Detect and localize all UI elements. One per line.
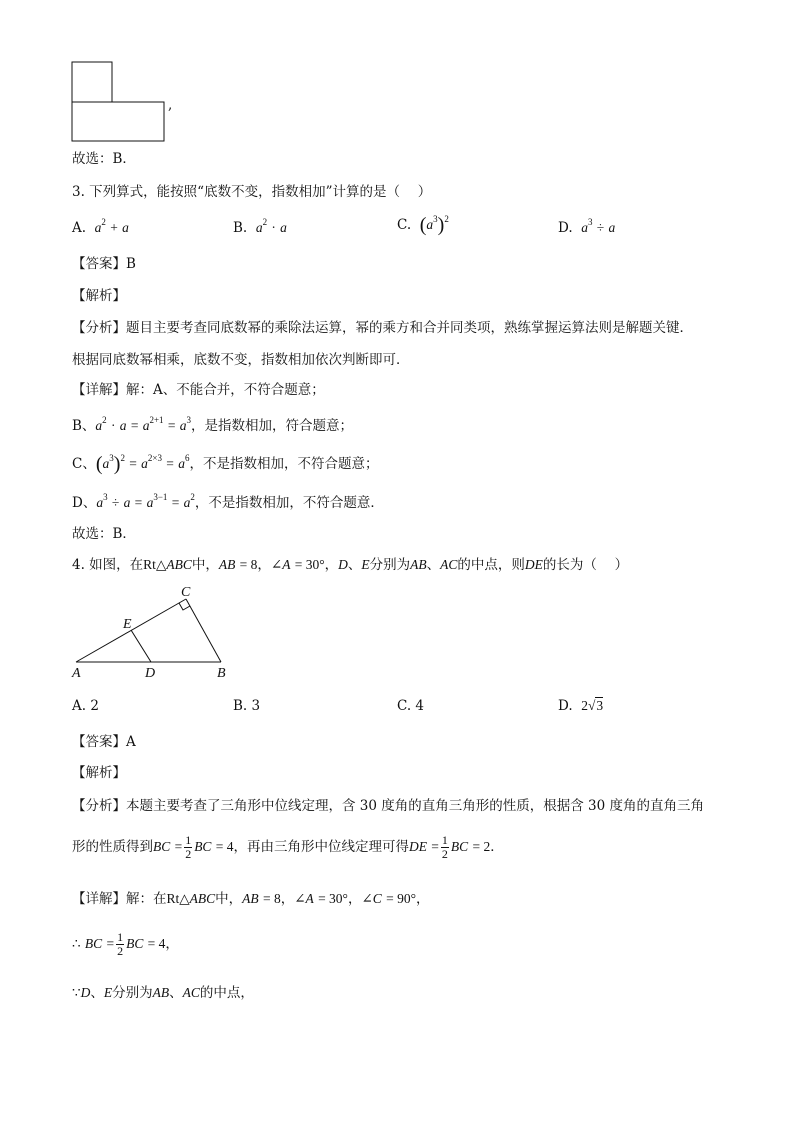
label-e: E	[123, 617, 132, 632]
q4-option-a: A. 2	[72, 698, 99, 714]
label-c: C	[181, 585, 191, 600]
q4-because-line: ∵D、E分别为AB、AC的中点，	[72, 985, 254, 1001]
top-choice: 故选：B．	[72, 151, 136, 167]
q3-answer: 【答案】B	[72, 256, 136, 272]
q3-choice: 故选：B．	[72, 526, 136, 542]
q3-option-d: D. $a^3 \div a$	[558, 217, 616, 236]
q4-option-c: C. 4	[397, 698, 425, 714]
side-bc	[186, 599, 221, 662]
q4-fenxi-line2: 形的性质得到BC = $\frac{1}{2}$ BC = 4，再由三角形中位线定理可得DE = $\frac{1}{2}$ BC = 2．	[72, 833, 504, 861]
q3-detail-b: B、$a^2 \cdot a = a^{2+1} = a^3$，是指数相加，符合题意；	[72, 415, 354, 434]
q3-fenxi-line2: 根据同底数幂相乘，底数不变，指数相加依次判断即可．	[72, 352, 410, 368]
label-a: A	[72, 666, 81, 681]
q3-detail-d: D、$a^3 \div a = a^{3-1} = a^2$，不是指数相加，不符合题意．	[72, 492, 384, 511]
q3-fenxi-line1: 【分析】题目主要考查同底数幂的乘除法运算，幂的乘方和合并同类项，熟练掌握运算法则是解题关键．	[72, 320, 693, 336]
q3-detail-a: 【详解】解：A、不能合并，不符合题意；	[72, 382, 325, 398]
q4-detail-line1: 【详解】解：在Rt△ABC中，AB = 8，∠A = 30°，∠C = 90°，	[72, 891, 430, 907]
q3-option-c: C. $(a^3)^2$	[397, 214, 449, 236]
q3-detail-c: C、$(a^3)^2 = a^{2\times 3} = a^6$，不是指数相加，不符合题意；	[72, 453, 379, 475]
q4-therefore-line: ∴ BC = $\frac{1}{2}$ BC = 4，	[72, 930, 179, 958]
q3-option-a: A. $a^2 + a$	[72, 217, 129, 236]
label-d: D	[145, 666, 156, 681]
three-view-figure	[70, 60, 173, 144]
figure-comma: ,	[168, 97, 173, 113]
q4-stem: 4. 如图，在Rt△ABC中，AB = 8，∠A = 30°，D、E分别为AB、AC的中点，则DE的长为（ ）	[72, 557, 629, 573]
label-b: B	[217, 666, 226, 681]
segment-de	[131, 630, 151, 662]
q4-option-d: D. 2√3	[558, 698, 604, 714]
q4-fenxi-line1: 【分析】本题主要考查了三角形中位线定理，含 30 度角的直角三角形的性质，根据含 30 度角的直角三角	[72, 798, 705, 814]
q3-analysis-tag: 【解析】	[72, 288, 126, 304]
q3-stem: 3. 下列算式，能按照“底数不变，指数相加”计算的是（ ）	[72, 184, 432, 200]
small-square	[72, 62, 112, 102]
q4-analysis-tag: 【解析】	[72, 765, 126, 781]
large-rectangle	[72, 102, 164, 141]
q3-option-b: B. $a^2 \cdot a$	[233, 217, 287, 236]
triangle-figure	[66, 582, 241, 682]
q4-option-b: B. 3	[233, 698, 261, 714]
q4-answer: 【答案】A	[72, 734, 136, 750]
